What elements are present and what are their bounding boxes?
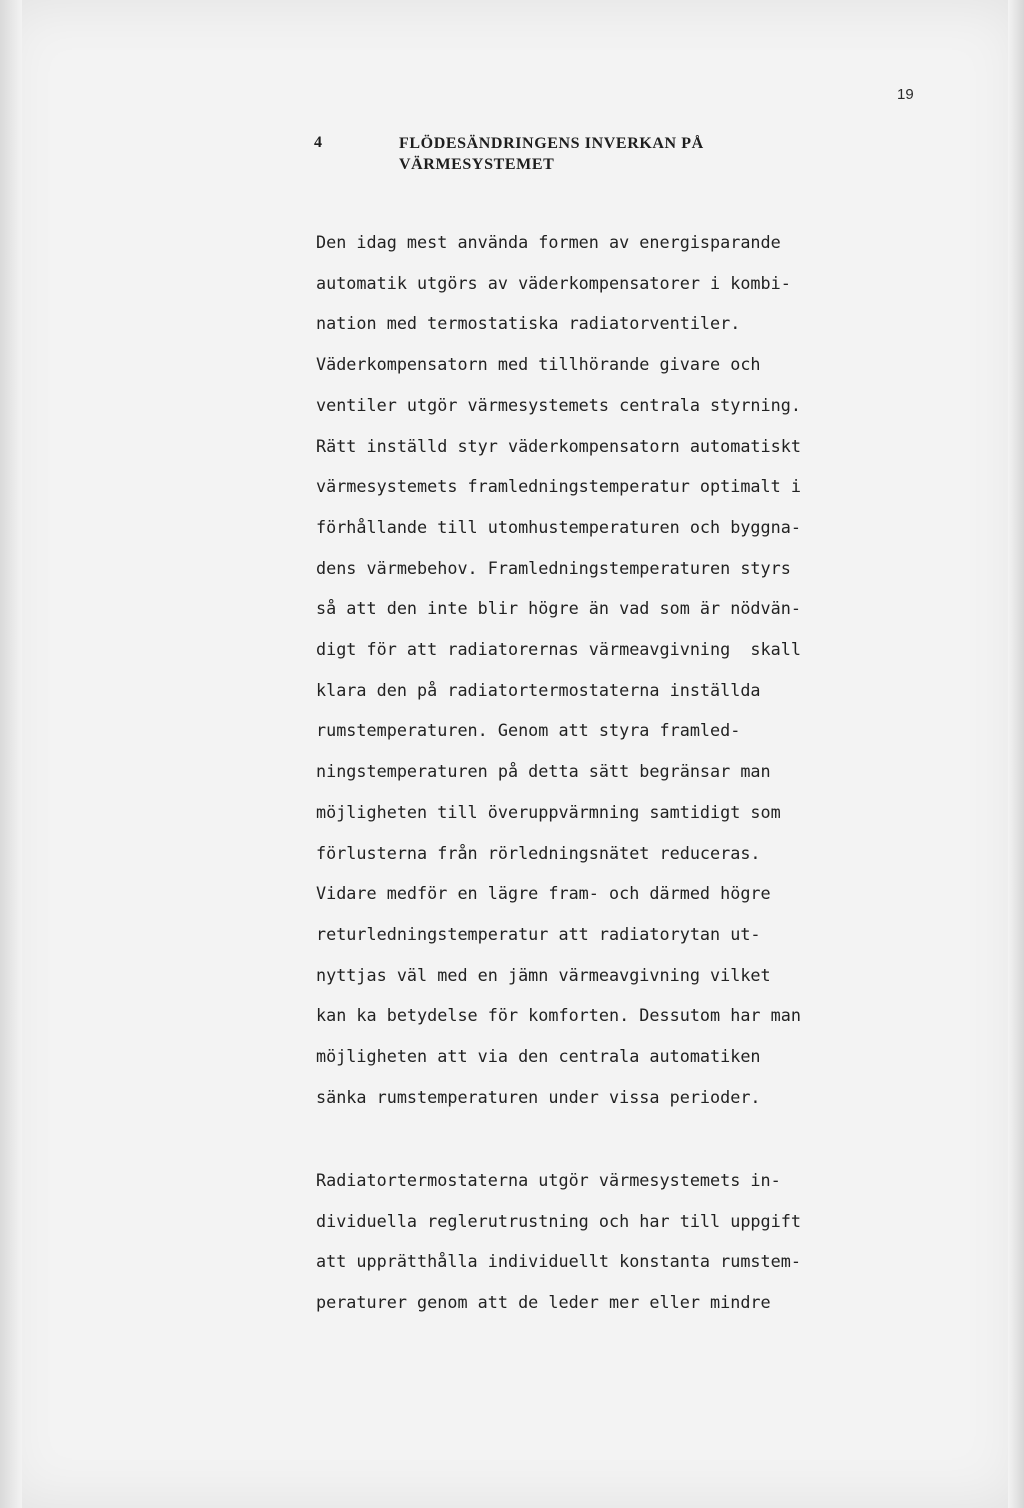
text-line: ventiler utgör värmesystemets centrala styrning. [316,394,801,415]
page-left-shadow [0,0,22,1508]
text-line: nyttjas väl med en jämn värmeavgivning vilket [316,964,771,985]
text-line: automatik utgörs av väderkompensatorer i kombi- [316,272,791,293]
text-line: möjligheten att via den centrala automatiken [316,1046,761,1067]
text-line: rumstemperaturen. Genom att styra framled- [316,720,741,741]
text-line: Den idag mest använda formen av energisparande [316,232,781,252]
text-line: förlusterna från rörledningsnätet reduceras. [316,842,761,863]
text-line: möjligheten till överuppvärmning samtidigt som [316,801,781,822]
paragraph-1 [316,222,801,1117]
text-line: dens värmebehov. Framledningstemperaturen styrs [316,557,791,578]
text-line: digt för att radiatorernas värmeavgivning skall [316,639,801,660]
page-right-shadow [1008,0,1024,1508]
text-line: ningstemperaturen på detta sätt begränsar man [316,761,771,782]
text-line: nation med termostatiska radiatorventiler. [316,313,741,334]
chapter-title [399,133,819,175]
text-line: att upprätthålla individuellt konstanta rumstem- [316,1251,801,1272]
text-line: peraturer genom att de leder mer eller mindre [316,1292,771,1313]
page-number: 19 [897,86,914,103]
paragraph-2 [316,1160,801,1323]
text-line: kan ka betydelse för komforten. Dessutom har man [316,1005,801,1026]
chapter-number: 4 [314,134,322,151]
text-line: så att den inte blir högre än vad som är nödvän- [316,598,801,619]
text-line: Rätt inställd styr väderkompensatorn automatiskt [316,435,801,456]
text-line: förhållande till utomhustemperaturen och byggna- [316,516,801,537]
text-line: Radiatortermostaterna utgör värmesystemets in- [316,1170,781,1190]
text-line: klara den på radiatortermostaterna inställda [316,679,761,700]
text-line: värmesystemets framledningstemperatur optimalt i [316,476,801,497]
chapter-title-line: FLÖDESÄNDRINGENS INVERKAN PÅ [399,135,704,152]
chapter-title-line: VÄRMESYSTEMET [399,156,555,173]
text-line: dividuella reglerutrustning och har till uppgift [316,1210,801,1231]
text-line: Väderkompensatorn med tillhörande givare och [316,354,761,375]
text-line: Vidare medför en lägre fram- och därmed högre [316,883,771,904]
text-line: returledningstemperatur att radiatorytan ut- [316,923,761,944]
text-line: sänka rumstemperaturen under vissa perioder. [316,1086,761,1107]
